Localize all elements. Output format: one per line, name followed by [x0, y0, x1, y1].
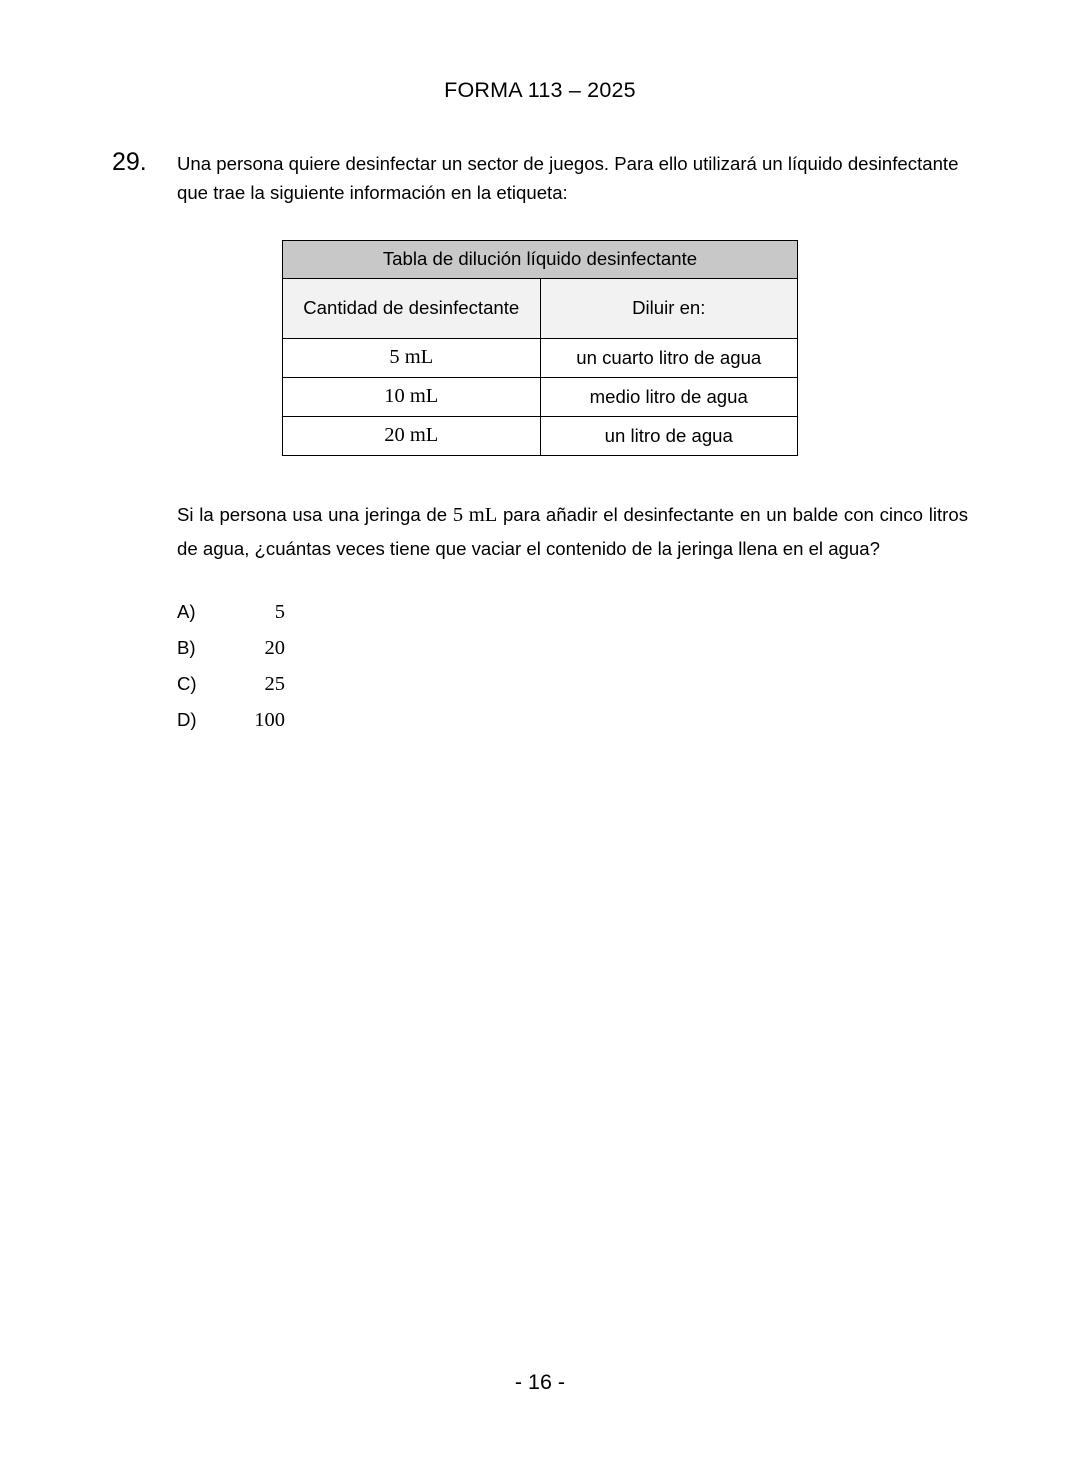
table-row — [283, 338, 798, 377]
cell-dilute: un cuarto litro de agua — [540, 338, 798, 377]
followup-quantity: 5 mL — [452, 503, 498, 526]
option-a-value: 5 — [274, 600, 285, 623]
option-b[interactable] — [177, 637, 968, 673]
answer-options — [177, 601, 968, 745]
option-a-label: A) — [177, 600, 196, 622]
dilution-table — [282, 240, 798, 456]
cell-dilute: medio litro de agua — [540, 377, 798, 416]
table-row — [283, 416, 798, 455]
option-d-value: 100 — [254, 708, 285, 731]
table-header-amount: Cantidad de desinfectante — [283, 278, 541, 338]
question-followup — [177, 498, 968, 565]
option-b-label: B) — [177, 636, 196, 658]
table-row — [283, 377, 798, 416]
followup-text-start: Si la persona usa una jeringa de — [177, 503, 448, 525]
option-d[interactable] — [177, 709, 968, 745]
table-header-dilute: Diluir en: — [540, 278, 798, 338]
option-b-value: 20 — [264, 636, 285, 659]
option-d-label: D) — [177, 708, 197, 730]
exam-page — [0, 78, 1080, 1479]
page-footer: - 16 - — [514, 1370, 566, 1394]
question-statement: Una persona quiere desinfectar un sector de juegos. Para ello utilizará un líquido desinfectante que trae la siguiente información en la etiqueta: — [177, 153, 959, 203]
cell-amount: 20 mL — [283, 416, 541, 455]
question-29 — [0, 150, 1080, 745]
table-title: Tabla de dilución líquido desinfectante — [283, 240, 798, 278]
table-title-row — [283, 240, 798, 278]
option-c[interactable] — [177, 673, 968, 709]
question-number: 29. — [112, 148, 147, 176]
followup-text-end: para añadir el desinfectante en un balde con cinco litros de agua, ¿cuántas veces tiene que vaciar el contenido de la jeringa llena en el agua? — [177, 503, 968, 559]
cell-amount: 5 mL — [283, 338, 541, 377]
cell-amount: 10 mL — [283, 377, 541, 416]
cell-dilute: un litro de agua — [540, 416, 798, 455]
option-c-value: 25 — [264, 672, 285, 695]
option-a[interactable] — [177, 601, 968, 637]
option-c-label: C) — [177, 672, 197, 694]
table-header-row — [283, 278, 798, 338]
dilution-table-container — [112, 240, 968, 456]
page-header: FORMA 113 – 2025 — [444, 78, 636, 102]
